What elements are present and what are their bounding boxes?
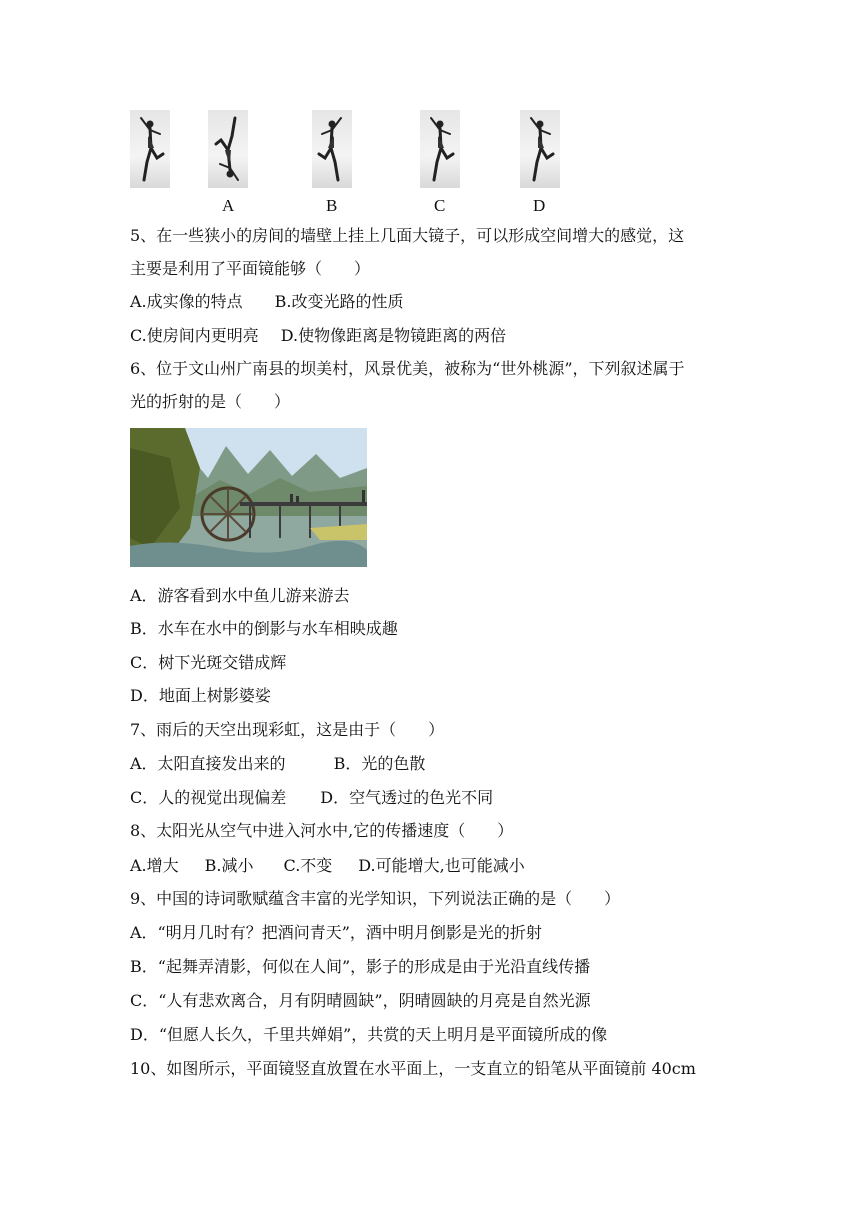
q7-options-row2 xyxy=(130,788,493,808)
q5-options-row1 xyxy=(130,292,404,312)
q8-option-d: D.可能增大,也可能减小 xyxy=(358,856,525,875)
q8-options-row xyxy=(130,856,525,876)
q7-option-c: C．人的视觉出现偏差 xyxy=(130,788,287,807)
q7-option-b: B．光的色散 xyxy=(333,754,426,773)
figure-label-b: B xyxy=(326,196,338,215)
q9-option-b: B．“起舞弄清影，何似在人间”，影子的形成是由于光沿直线传播 xyxy=(130,957,591,976)
q7-option-d: D．空气透过的色光不同 xyxy=(320,788,494,807)
q5-options-row2 xyxy=(130,326,506,346)
q10-stem-line1: 10、如图所示，平面镜竖直放置在水平面上，一支直立的铅笔从平面镜前 40cm xyxy=(130,1059,696,1078)
q7-option-a: A．太阳直接发出来的 xyxy=(130,754,286,773)
q9-option-a: A．“明月几时有？把酒问青天”，酒中明月倒影是光的折射 xyxy=(130,923,542,942)
dancer-option-a-figure xyxy=(208,110,248,188)
dancer-original-figure xyxy=(130,110,170,188)
q6-option-c: C．树下光斑交错成辉 xyxy=(130,653,287,672)
q6-option-a: A．游客看到水中鱼儿游来游去 xyxy=(130,586,350,605)
dancer-option-d-figure xyxy=(520,110,560,188)
q5-stem-line2: 主要是利用了平面镜能够（ ） xyxy=(130,259,371,278)
q5-option-c: C.使房间内更明亮 xyxy=(130,326,259,345)
q9-stem: 9、中国的诗词歌赋蕴含丰富的光学知识，下列说法正确的是（ ） xyxy=(130,889,621,908)
q8-option-a: A.增大 xyxy=(130,856,179,875)
q9-option-c: C．“人有悲欢离合，月有阴晴圆缺”，阴晴圆缺的月亮是自然光源 xyxy=(130,991,591,1010)
figure-label-a: A xyxy=(222,196,235,215)
figure-label-c: C xyxy=(434,196,446,215)
q5-option-b: B.改变光路的性质 xyxy=(274,292,404,311)
bamei-village-photo xyxy=(130,428,367,567)
q7-options-row1 xyxy=(130,754,425,774)
dancer-option-c-figure xyxy=(420,110,460,188)
q5-stem-line1: 5、在一些狭小的房间的墙壁上挂上几面大镜子，可以形成空间增大的感觉，这 xyxy=(130,226,685,245)
q5-option-d: D.使物像距离是物镜距离的两倍 xyxy=(280,326,507,345)
q8-stem: 8、太阳光从空气中进入河水中,它的传播速度（ ） xyxy=(130,821,514,840)
q7-stem: 7、雨后的天空出现彩虹，这是由于（ ） xyxy=(130,720,445,739)
q8-option-c: C.不变 xyxy=(283,856,333,875)
dancer-option-b-figure xyxy=(312,110,352,188)
q8-option-b: B.减小 xyxy=(204,856,254,875)
figure-label-d: D xyxy=(533,196,546,215)
q6-option-b: B．水车在水中的倒影与水车相映成趣 xyxy=(130,619,398,638)
q5-option-a: A.成实像的特点 xyxy=(130,292,243,311)
q6-option-d: D．地面上树影婆娑 xyxy=(130,686,271,705)
q6-stem-line1: 6、位于文山州广南县的坝美村，风景优美，被称为“世外桃源”，下列叙述属于 xyxy=(130,359,685,378)
q6-stem-line2: 光的折射的是（ ） xyxy=(130,392,291,411)
q9-option-d: D．“但愿人长久，千里共婵娟”，共赏的天上明月是平面镜所成的像 xyxy=(130,1025,608,1044)
